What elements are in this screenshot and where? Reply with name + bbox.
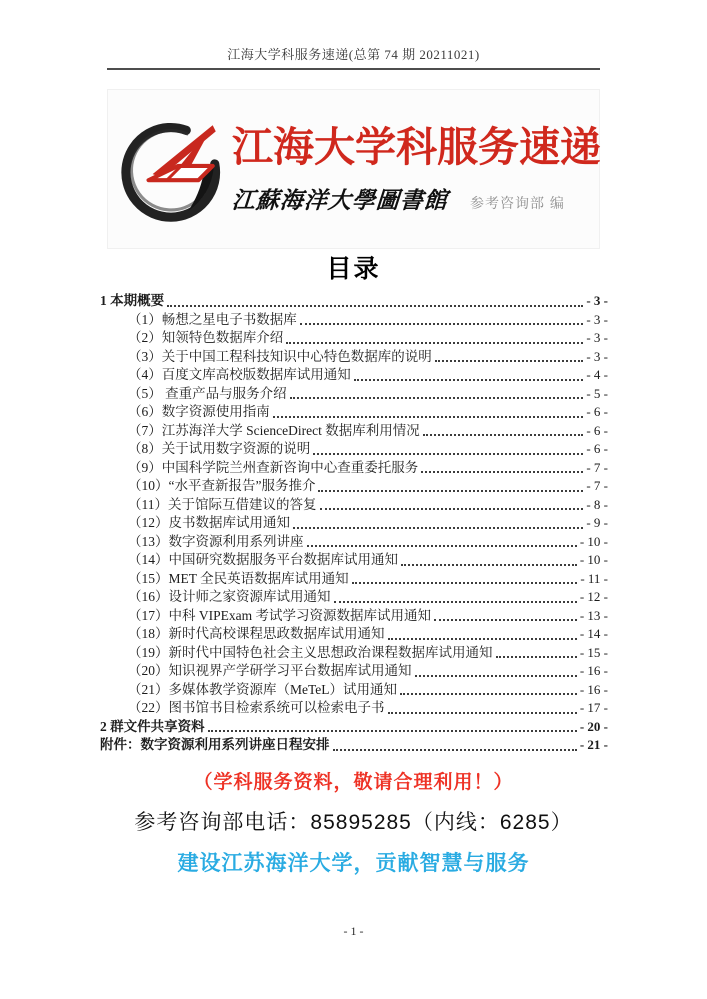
page-number-footer: - 1 -: [343, 924, 364, 938]
toc-entry-label: （17）中科 VIPExam 考试学习资源数据库试用通知: [128, 607, 431, 623]
toc-entry-page-number: - 14 -: [579, 626, 608, 641]
toc-entry[interactable]: [100, 292, 608, 311]
toc-entry-page-number: - 10 -: [579, 533, 608, 549]
toc-entry-label: 1 本期概要: [100, 293, 165, 308]
toc-entry[interactable]: [100, 551, 608, 570]
library-calligraphy-name: 江蘇海洋大學圖書館: [230, 187, 449, 213]
toc-entry-label: （16）设计师之家资源库试用通知: [128, 589, 331, 604]
toc-entry-page-number: - 11 -: [580, 570, 608, 586]
toc-dot-leader: [400, 693, 577, 695]
toc-dot-leader: [313, 453, 583, 455]
toc-entry[interactable]: [100, 588, 608, 607]
toc-entry-label: （1）畅想之星电子书数据库: [128, 311, 297, 327]
toc-entry-label: （5） 查重产品与服务介绍: [128, 385, 287, 401]
toc-entry[interactable]: [100, 385, 608, 404]
toc-entry[interactable]: [100, 607, 608, 626]
toc-entry-page-number: - 13 -: [579, 607, 608, 623]
toc-entry-page-number: - 17 -: [579, 700, 608, 715]
toc-dot-leader: [286, 342, 583, 344]
toc-entry[interactable]: [100, 514, 608, 533]
toc-entry[interactable]: [100, 440, 608, 459]
toc-entry-page-number: - 4 -: [586, 367, 608, 382]
toc-entry-label: （10）“水平查新报告”服务推介: [128, 478, 316, 493]
toc-dot-leader: [273, 416, 584, 418]
toc-entry[interactable]: [100, 570, 608, 589]
toc-entry-page-number: - 20 -: [579, 718, 608, 734]
toc-entry[interactable]: [100, 718, 608, 737]
slogan-line: 建设江苏海洋大学，贡献智慧与服务: [177, 851, 530, 875]
toc-dot-leader: [300, 323, 584, 325]
toc-entry-label: （8）关于试用数字资源的说明: [128, 441, 311, 456]
toc-dot-leader: [334, 601, 577, 603]
toc-entry[interactable]: [100, 625, 608, 644]
toc-entry-label: （2）知领特色数据库介绍: [128, 330, 284, 345]
toc-entry[interactable]: [100, 496, 608, 515]
toc-entry-page-number: - 9 -: [586, 515, 608, 530]
toc-dot-leader: [401, 564, 577, 566]
header-rule: [107, 68, 600, 70]
toc-entry[interactable]: [100, 662, 608, 681]
toc-entry-label: （4）百度文库高校版数据库试用通知: [128, 367, 351, 382]
toc-entry-label: （3）关于中国工程科技知识中心特色数据库的说明: [128, 348, 432, 364]
toc-entry-label: （18）新时代高校课程思政数据库试用通知: [128, 626, 385, 641]
toc-entry-page-number: - 12 -: [579, 589, 608, 604]
toc-entry-page-number: - 5 -: [586, 385, 608, 401]
toc-entry-label: （15）MET 全民英语数据库试用通知: [128, 570, 349, 586]
toc-entry-page-number: - 21 -: [579, 737, 608, 752]
toc-dot-leader: [318, 490, 583, 492]
toc-dot-leader: [435, 360, 584, 362]
toc-dot-leader: [307, 545, 577, 547]
toc-entry[interactable]: [100, 311, 608, 330]
toc-entry-label: 附件：数字资源利用系列讲座日程安排: [100, 737, 330, 752]
toc-entry[interactable]: [100, 699, 608, 718]
toc-dot-leader: [320, 508, 584, 510]
toc-entry[interactable]: [100, 422, 608, 441]
toc-dot-leader: [421, 471, 583, 473]
toc-entry-page-number: - 6 -: [586, 404, 608, 419]
contact-phone-line: 参考咨询部电话：85895285（内线：6285）: [134, 810, 573, 834]
banner-text-block: [232, 124, 601, 215]
toc-entry-page-number: - 3 -: [586, 330, 608, 345]
toc-entry-page-number: - 10 -: [579, 552, 608, 567]
toc-entry-page-number: - 16 -: [579, 663, 608, 678]
toc-dot-leader: [415, 675, 577, 677]
toc-dot-leader: [423, 434, 584, 436]
toc-entry[interactable]: [100, 644, 608, 663]
toc-entry-page-number: - 3 -: [586, 348, 608, 364]
banner-subline: [232, 182, 601, 215]
toc-entry-label: （13）数字资源利用系列讲座: [128, 533, 304, 549]
toc-entry-page-number: - 6 -: [586, 422, 608, 438]
toc-dot-leader: [352, 582, 578, 584]
toc-entry[interactable]: [100, 329, 608, 348]
toc-dot-leader: [333, 749, 577, 751]
toc-entry-label: （14）中国研究数据服务平台数据库试用通知: [128, 552, 398, 567]
toc-entry-page-number: - 3 -: [586, 293, 608, 308]
toc-list: [100, 292, 608, 755]
toc-entry[interactable]: [100, 736, 608, 755]
toc-entry-page-number: - 7 -: [586, 478, 608, 493]
toc-entry[interactable]: [100, 366, 608, 385]
toc-entry[interactable]: [100, 459, 608, 478]
toc-entry-label: （7）江苏海洋大学 ScienceDirect 数据库利用情况: [128, 422, 420, 438]
toc-dot-leader: [208, 730, 577, 732]
toc-dot-leader: [290, 397, 584, 399]
running-header: 江海大学科服务速递(总第 74 期 20211021): [227, 47, 480, 62]
toc-entry-label: （19）新时代中国特色社会主义思想政治课程数据库试用通知: [128, 644, 493, 660]
toc-dot-leader: [496, 656, 577, 658]
toc-entry-label: （9）中国科学院兰州查新咨询中心查重委托服务: [128, 459, 419, 475]
toc-entry[interactable]: [100, 681, 608, 700]
toc-entry[interactable]: [100, 477, 608, 496]
toc-entry-label: （20）知识视界产学研学习平台数据库试用通知: [128, 663, 412, 678]
toc-dot-leader: [354, 379, 584, 381]
toc-entry-page-number: - 3 -: [586, 311, 608, 327]
toc-entry-page-number: - 6 -: [586, 441, 608, 456]
toc-heading: 目录: [326, 255, 381, 283]
editor-credit: 参考咨询部 编: [470, 194, 565, 211]
toc-dot-leader: [388, 712, 577, 714]
toc-entry-label: （6）数字资源使用指南: [128, 404, 270, 419]
toc-entry-label: （11）关于馆际互借建议的答复: [128, 496, 317, 512]
toc-entry-label: （12）皮书数据库试用通知: [128, 515, 290, 530]
toc-entry-page-number: - 8 -: [586, 496, 608, 512]
library-ink-circle-boat-logo-icon: [118, 110, 230, 228]
toc-entry-label: （22）图书馆书目检索系统可以检索电子书: [128, 700, 385, 715]
toc-dot-leader: [167, 305, 583, 307]
toc-dot-leader: [434, 619, 577, 621]
toc-entry-page-number: - 16 -: [579, 681, 608, 697]
toc-entry-label: 2 群文件共享资料: [100, 718, 205, 734]
masthead-banner: [107, 89, 600, 249]
toc-entry-page-number: - 15 -: [579, 644, 608, 660]
toc-dot-leader: [293, 527, 583, 529]
toc-entry[interactable]: [100, 348, 608, 367]
toc-entry[interactable]: [100, 403, 608, 422]
banner-title: 江海大学科服务速递: [232, 123, 601, 170]
toc-entry-page-number: - 7 -: [586, 459, 608, 475]
toc-entry[interactable]: [100, 533, 608, 552]
toc-entry-label: （21）多媒体教学资源库（MeTeL）试用通知: [128, 681, 398, 697]
usage-note: （学科服务资料，敬请合理利用！）: [193, 771, 514, 793]
toc-dot-leader: [388, 638, 577, 640]
